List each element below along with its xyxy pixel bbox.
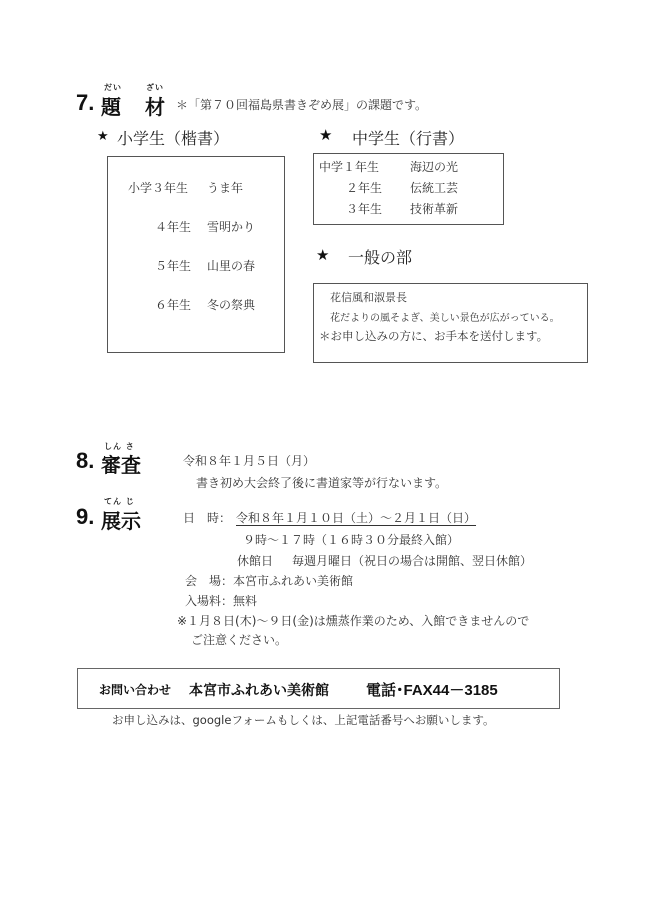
general-heading: 一般の部 (348, 248, 413, 267)
review-date: 令和８年１月５日（月） (183, 454, 316, 468)
grade-label: ６年生 (155, 298, 192, 312)
contact-venue: 本宮市ふれあい美術館 (189, 683, 329, 699)
application-footer: お申し込みは、googleフォームもしくは、上記電話番号へお願いします。 (112, 713, 495, 727)
title-ruby-1: だい (104, 83, 122, 92)
grade-label: ２年生 (346, 181, 383, 195)
contact-box (77, 668, 560, 709)
star-icon: ★ (319, 126, 333, 144)
section-title: 展示 (101, 509, 141, 533)
model-note: ＊お申し込みの方に、お手本を送付します。 (319, 329, 549, 343)
theme-text: 技術革新 (410, 202, 459, 216)
theme-text: 海辺の光 (410, 160, 459, 174)
junior-high-heading: 中学生（行書） (352, 129, 465, 148)
notice-line-1: ※１月８日(木)～９日(金)は燻蒸作業のため、入館できませんので (177, 614, 530, 628)
contact-label: お問い合わせ (99, 683, 172, 697)
datetime-value: 令和８年１月１０日（土）～２月１日（日） (236, 511, 477, 525)
review-description: 書き初め大会終了後に書道家等が行ないます。 (196, 476, 448, 490)
section-number: 9. (76, 504, 95, 529)
grade-label: 小学３年生 (128, 181, 189, 195)
title-ruby: しん さ (104, 442, 135, 451)
title-ruby-2: ざい (146, 83, 164, 92)
grade-label: ５年生 (155, 259, 192, 273)
notice-line-2: ご注意ください。 (191, 633, 288, 647)
grade-label: ４年生 (155, 220, 192, 234)
theme-text: 花信風和淑景長 (330, 291, 407, 304)
closed-value: 毎週月曜日（祝日の場合は開館、翌日休館） (292, 554, 533, 568)
hours-text: ９時～１７時（１６時３０分最終入館） (243, 533, 460, 547)
venue-text: 会 場：本宮市ふれあい美術館 (185, 574, 354, 588)
section-title: 審査 (101, 453, 141, 477)
fee-text: 入場料：無料 (185, 594, 258, 608)
general-box (313, 283, 588, 363)
theme-text: 山里の春 (207, 259, 256, 273)
theme-text: 伝統工芸 (410, 181, 459, 195)
section-title-2: 材 (145, 95, 165, 119)
elementary-heading: 小学生（楷書） (117, 129, 230, 148)
grade-label: ３年生 (346, 202, 383, 216)
junior-high-box (313, 153, 504, 225)
section-note: ＊「第７０回福島県書きぞめ展」の課題です。 (176, 98, 428, 112)
elementary-box (107, 156, 285, 353)
star-icon: ★ (97, 129, 109, 144)
title-ruby: てん じ (104, 497, 135, 506)
section-number: 8. (76, 448, 95, 473)
theme-meaning: 花だよりの風そよぎ、美しい景色が広がっている。 (330, 313, 560, 324)
theme-text: 雪明かり (207, 220, 256, 234)
datetime-label: 日 時： (183, 511, 232, 525)
section-title-1: 題 (101, 95, 121, 119)
theme-text: うま年 (207, 181, 244, 195)
closed-label: 休館日 (237, 554, 274, 568)
theme-text: 冬の祭典 (207, 298, 256, 312)
section-number: 7. (76, 90, 95, 115)
grade-label: 中学１年生 (319, 160, 380, 174)
contact-phone: 電話･FAX44－3185 (366, 682, 498, 699)
star-icon: ★ (316, 246, 330, 264)
